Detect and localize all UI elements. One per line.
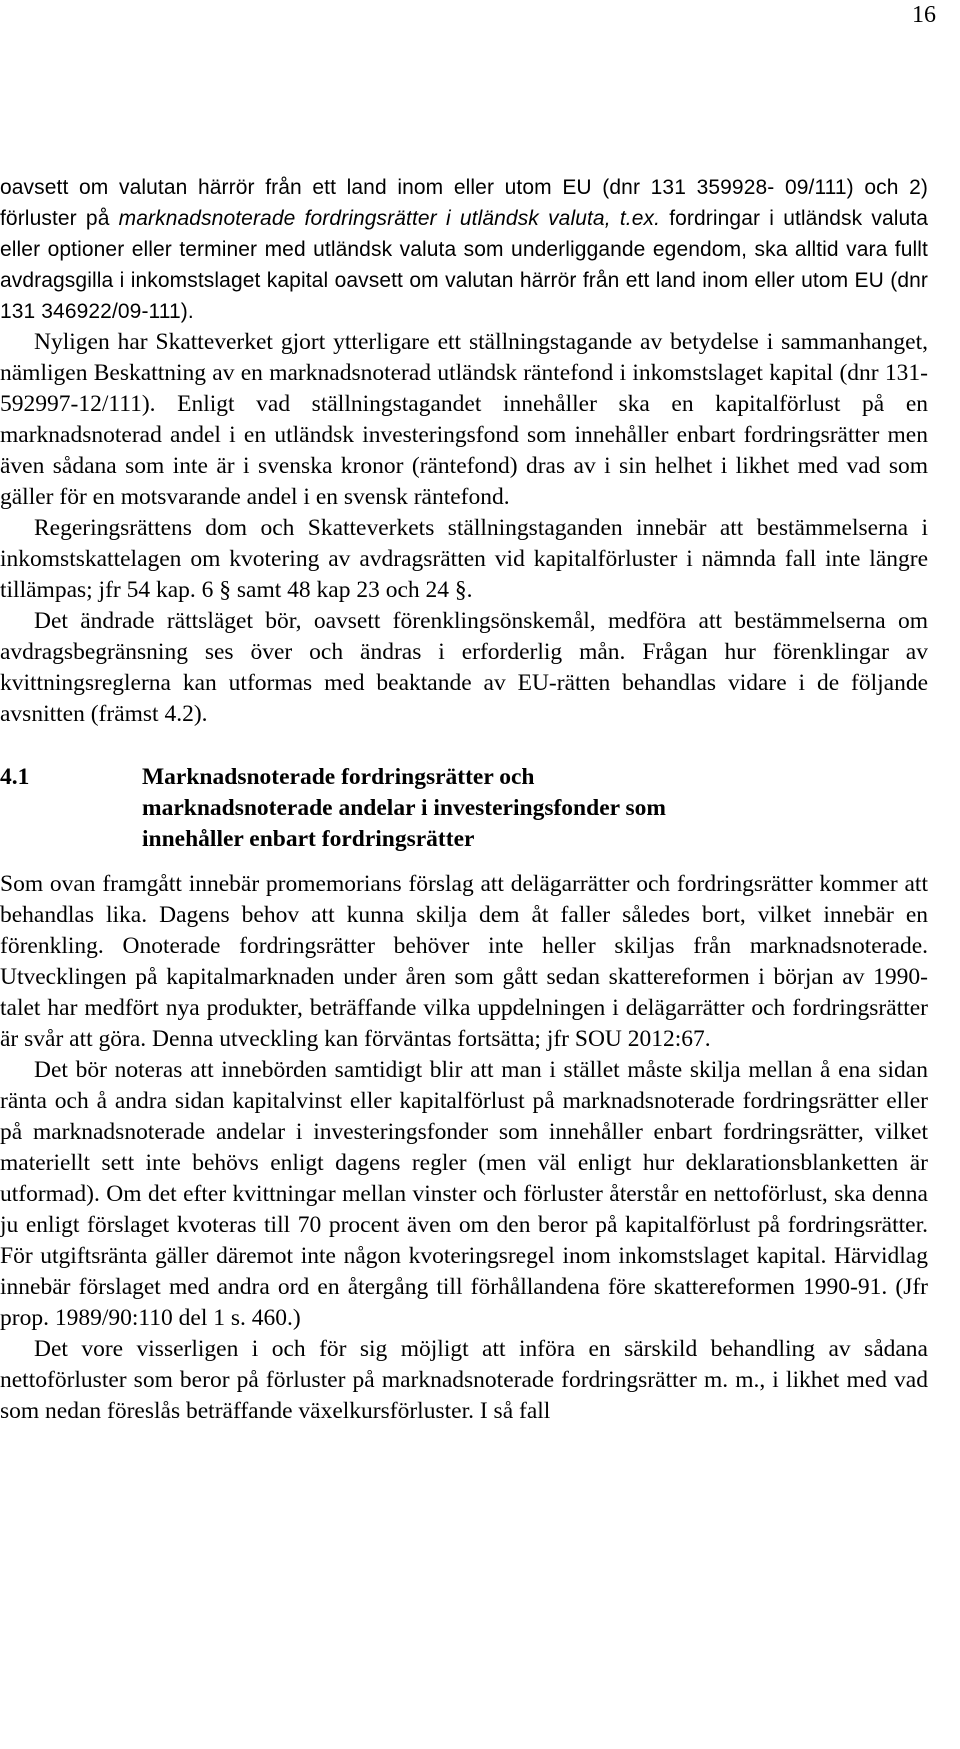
- ruling-line-1: oavsett om valutan härrör från ett land inom eller utom EU (dnr 131 359928-: [0, 176, 775, 199]
- quoted-ruling-paragraph: [0, 172, 928, 327]
- section-number: 4.1: [0, 764, 30, 790]
- document-body: [0, 172, 928, 1427]
- section-paragraph-2: Det bör noteras att innebörden samtidigt blir att man i stället måste skilja mellan å ena sidan ränta och å andra sidan kapitalvinst eller kapitalförlust på marknadsnoterade fordringsrätter eller på marknadsnoterade andelar i investeringsfonder som innehåller enbart fordringsrätter, vilket materiellt sett inte behövs enligt dagens regler (men väl enligt hur deklarationsblanketten är utformad). Om det efter kvittningar mellan vinster och förluster återstår en nettoförlust, ska denna ju enligt förslaget kvoteras till 70 procent även om den beror på kapitalförlust på fordringsrätter. För utgiftsränta gäller däremot inte någon kvoteringsregel inom inkomstslaget kapital. Härvidlag innebär förslaget med andra ord en återgång till förhållandena före skattereformen 1990-91. (Jfr prop. 1989/90:110 del 1 s. 460.): [0, 1057, 928, 1331]
- paragraph-skatteverket: Nyligen har Skatteverket gjort ytterligare ett ställningstagande av betydelse i sammanhanget, nämligen Beskattning av en marknadsnoterad utländsk räntefond i inkomstslaget kapital (dnr 131-592997-12/111). Enligt vad ställningstagandet innehåller ska en kapitalförlust på en marknadsnoterad andel i en utländsk investeringsfond som innehåller enbart fordringsrätter men även sådana som inte är i svenska kronor (räntefond) dras av i sin helhet i likhet med vad som gäller för en motsvarande andel i en svensk räntefond.: [0, 329, 928, 510]
- ruling-emphasis: marknadsnoterade fordringsrätter i utländsk valuta,: [118, 207, 611, 230]
- page-number: 16: [912, 2, 936, 28]
- section-heading: [0, 762, 928, 855]
- ruling-continuation: fordringar i utländsk valuta eller optioner eller terminer med utländsk valuta som underliggande egendom, ska alltid vara fullt avdragsgilla i inkomstslaget kapital oavsett om valutan härrör från ett land inom eller utom EU (dnr 131 346922/09-111).: [0, 207, 929, 323]
- section-paragraph-3: Det vore visserligen i och för sig möjligt att införa en särskild behandling av sådana nettoförluster som beror på förluster på marknadsnoterade fordringsrätter m. m., i likhet med vad som nedan föreslås beträffande växelkursförluster. I så fall: [0, 1336, 928, 1424]
- ruling-line-2: 09/111) och 2) förluster på: [0, 176, 928, 230]
- section-title: Marknadsnoterade fordringsrätter och marknadsnoterade andelar i investeringsfonder som innehåller enbart fordringsrätter: [142, 764, 666, 852]
- paragraph-regeringsratten: Regeringsrättens dom och Skatteverkets ställningstaganden innebär att bestämmelserna i inkomstskattelagen om kvotering av avdragsrätten vid kapitalförluster i nämnda fall inte längre tillämpas; jfr 54 kap. 6 § samt 48 kap 23 och 24 §.: [0, 515, 928, 603]
- section-paragraph-1: Som ovan framgått innebär promemorians förslag att delägarrätter och fordringsrätter kommer att behandlas lika. Dagens behov att kunna skilja dem åt faller således bort, vilket innebär en förenkling. Onoterade fordringsrätter behöver inte heller skiljas från marknadsnoterade. Utvecklingen på kapitalmarknaden under åren som gått sedan skattereformen i början av 1990-talet har medfört nya produkter, beträffande vilka uppdelningen i delägarrätter och fordringsrätter är svår att göra. Denna utveckling kan förväntas fortsätta; jfr SOU 2012:67.: [0, 871, 928, 1052]
- ruling-example-abbrev: t.ex.: [619, 207, 661, 230]
- paragraph-rattslaget: Det ändrade rättsläget bör, oavsett förenklingsönskemål, medföra att bestämmelserna om avdragsbegränsning ses över och ändras i erforderlig mån. Frågan hur förenklingar av kvittningsreglerna kan utformas med beaktande av EU-rätten behandlas vidare i de följande avsnitten (främst 4.2).: [0, 608, 928, 727]
